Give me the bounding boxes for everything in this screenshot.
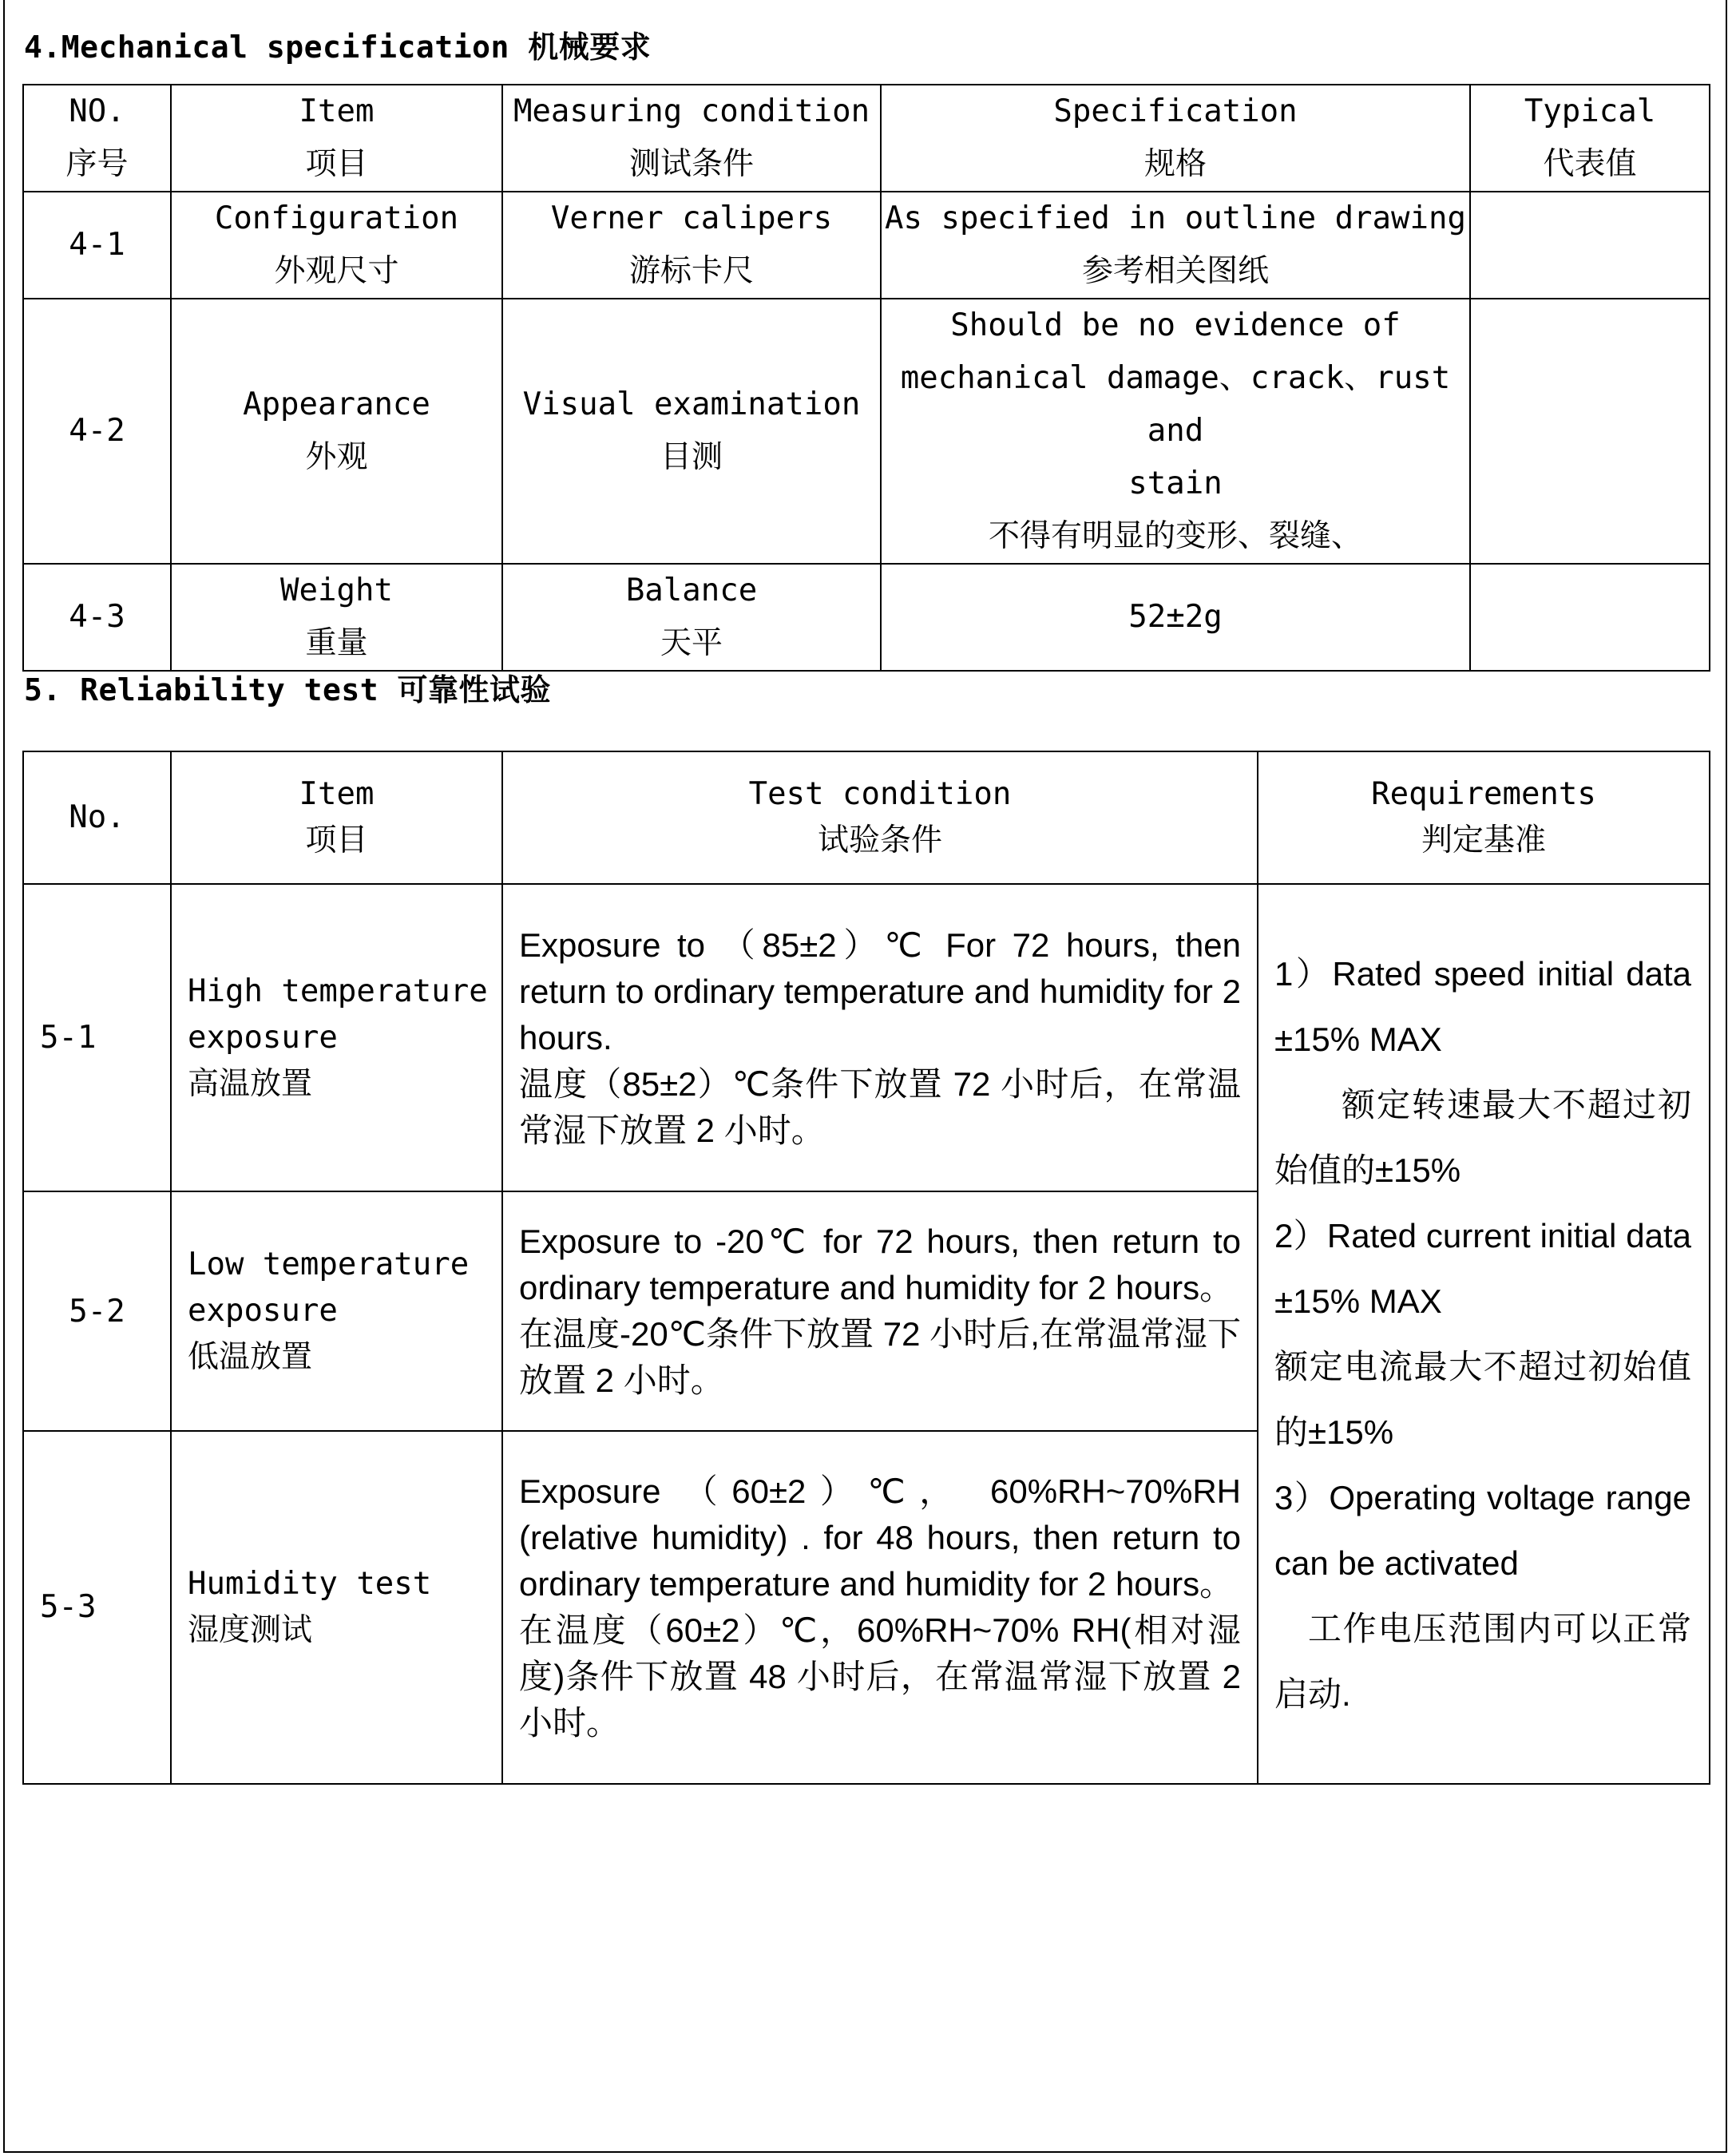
table-row bbox=[23, 299, 1710, 564]
table-row bbox=[23, 192, 1710, 299]
row-spec: As specified in outline drawing 参考相关图纸 bbox=[881, 192, 1470, 299]
header-test-condition: Test condition 试验条件 bbox=[502, 751, 1258, 884]
table-row bbox=[23, 564, 1710, 671]
section5-heading: 5. Reliability test 可靠性试验 bbox=[24, 672, 552, 707]
row-test-condition: Exposure （60±2）℃， 60%RH~70%RH (relative humidity) . for 48 hours, then return to ordinary temperature and humidity for 2 hours。 在温度（60±2）℃，60%RH~70% RH(相对湿度)条件下放置 48 小时后，在常温常湿下放置 2 小时。 bbox=[502, 1431, 1258, 1784]
requirement-1-zh: 额定转速最大不超过初始值的±15% bbox=[1274, 1085, 1691, 1189]
row-spec: Should be no evidence of mechanical damage、crack、rust and stain 不得有明显的变形、裂缝、 bbox=[881, 299, 1470, 564]
header-item: Item 项目 bbox=[171, 85, 502, 192]
row-no: 4-1 bbox=[23, 192, 171, 299]
table-row bbox=[23, 884, 1710, 1191]
row-typical bbox=[1470, 192, 1710, 299]
header-measuring-condition: Measuring condition 测试条件 bbox=[502, 85, 881, 192]
row-no: 5-1 bbox=[23, 884, 171, 1191]
row-item: High temperature exposure 高温放置 bbox=[171, 884, 502, 1191]
header-typical: Typical 代表值 bbox=[1470, 85, 1710, 192]
header-requirements: Requirements 判定基准 bbox=[1258, 751, 1710, 884]
row-condition: Verner calipers 游标卡尺 bbox=[502, 192, 881, 299]
header-item: Item 项目 bbox=[171, 751, 502, 884]
row-no: 4-3 bbox=[23, 564, 171, 671]
requirement-3: 3）Operating voltage range can be activated bbox=[1274, 1478, 1691, 1582]
table-header-row bbox=[23, 85, 1710, 192]
requirement-2-zh: 额定电流最大不超过初始值的±15% bbox=[1274, 1347, 1691, 1451]
row-item: Appearance 外观 bbox=[171, 299, 502, 564]
row-item: Configuration 外观尺寸 bbox=[171, 192, 502, 299]
row-condition: Balance 天平 bbox=[502, 564, 881, 671]
row-no: 4-2 bbox=[23, 299, 171, 564]
header-no: NO. 序号 bbox=[23, 85, 171, 192]
header-no: No. bbox=[23, 751, 171, 884]
row-spec: 52±2g bbox=[881, 564, 1470, 671]
row-typical bbox=[1470, 564, 1710, 671]
mechanical-spec-table bbox=[22, 84, 1710, 672]
requirement-2: 2）Rated current initial data ±15% MAX bbox=[1274, 1216, 1691, 1320]
requirements-cell bbox=[1258, 884, 1710, 1784]
row-test-condition: Exposure to -20℃ for 72 hours, then return to ordinary temperature and humidity for 2 hours。 在温度-20℃条件下放置 72 小时后,在常温常湿下放置 2 小时。 bbox=[502, 1191, 1258, 1431]
row-item: Weight 重量 bbox=[171, 564, 502, 671]
section4-heading: 4.Mechanical specification 机械要求 bbox=[24, 30, 652, 65]
row-item: Humidity test 湿度测试 bbox=[171, 1431, 502, 1784]
requirement-3-zh: 工作电压范围内可以正常启动. bbox=[1274, 1609, 1691, 1713]
row-condition: Visual examination 目测 bbox=[502, 299, 881, 564]
table-header-row bbox=[23, 751, 1710, 884]
row-no: 5-3 bbox=[23, 1431, 171, 1784]
row-item: Low temperature exposure 低温放置 bbox=[171, 1191, 502, 1431]
row-no: 5-2 bbox=[23, 1191, 171, 1431]
reliability-test-table bbox=[22, 751, 1710, 1785]
row-test-condition: Exposure to （85±2）℃ For 72 hours, then return to ordinary temperature and humidity for 2 hours. 温度（85±2）℃条件下放置 72 小时后，在常温常湿下放置 2 小时。 bbox=[502, 884, 1258, 1191]
requirement-1: 1）Rated speed initial data ±15% MAX bbox=[1274, 954, 1691, 1058]
header-specification: Specification 规格 bbox=[881, 85, 1470, 192]
row-typical bbox=[1470, 299, 1710, 564]
